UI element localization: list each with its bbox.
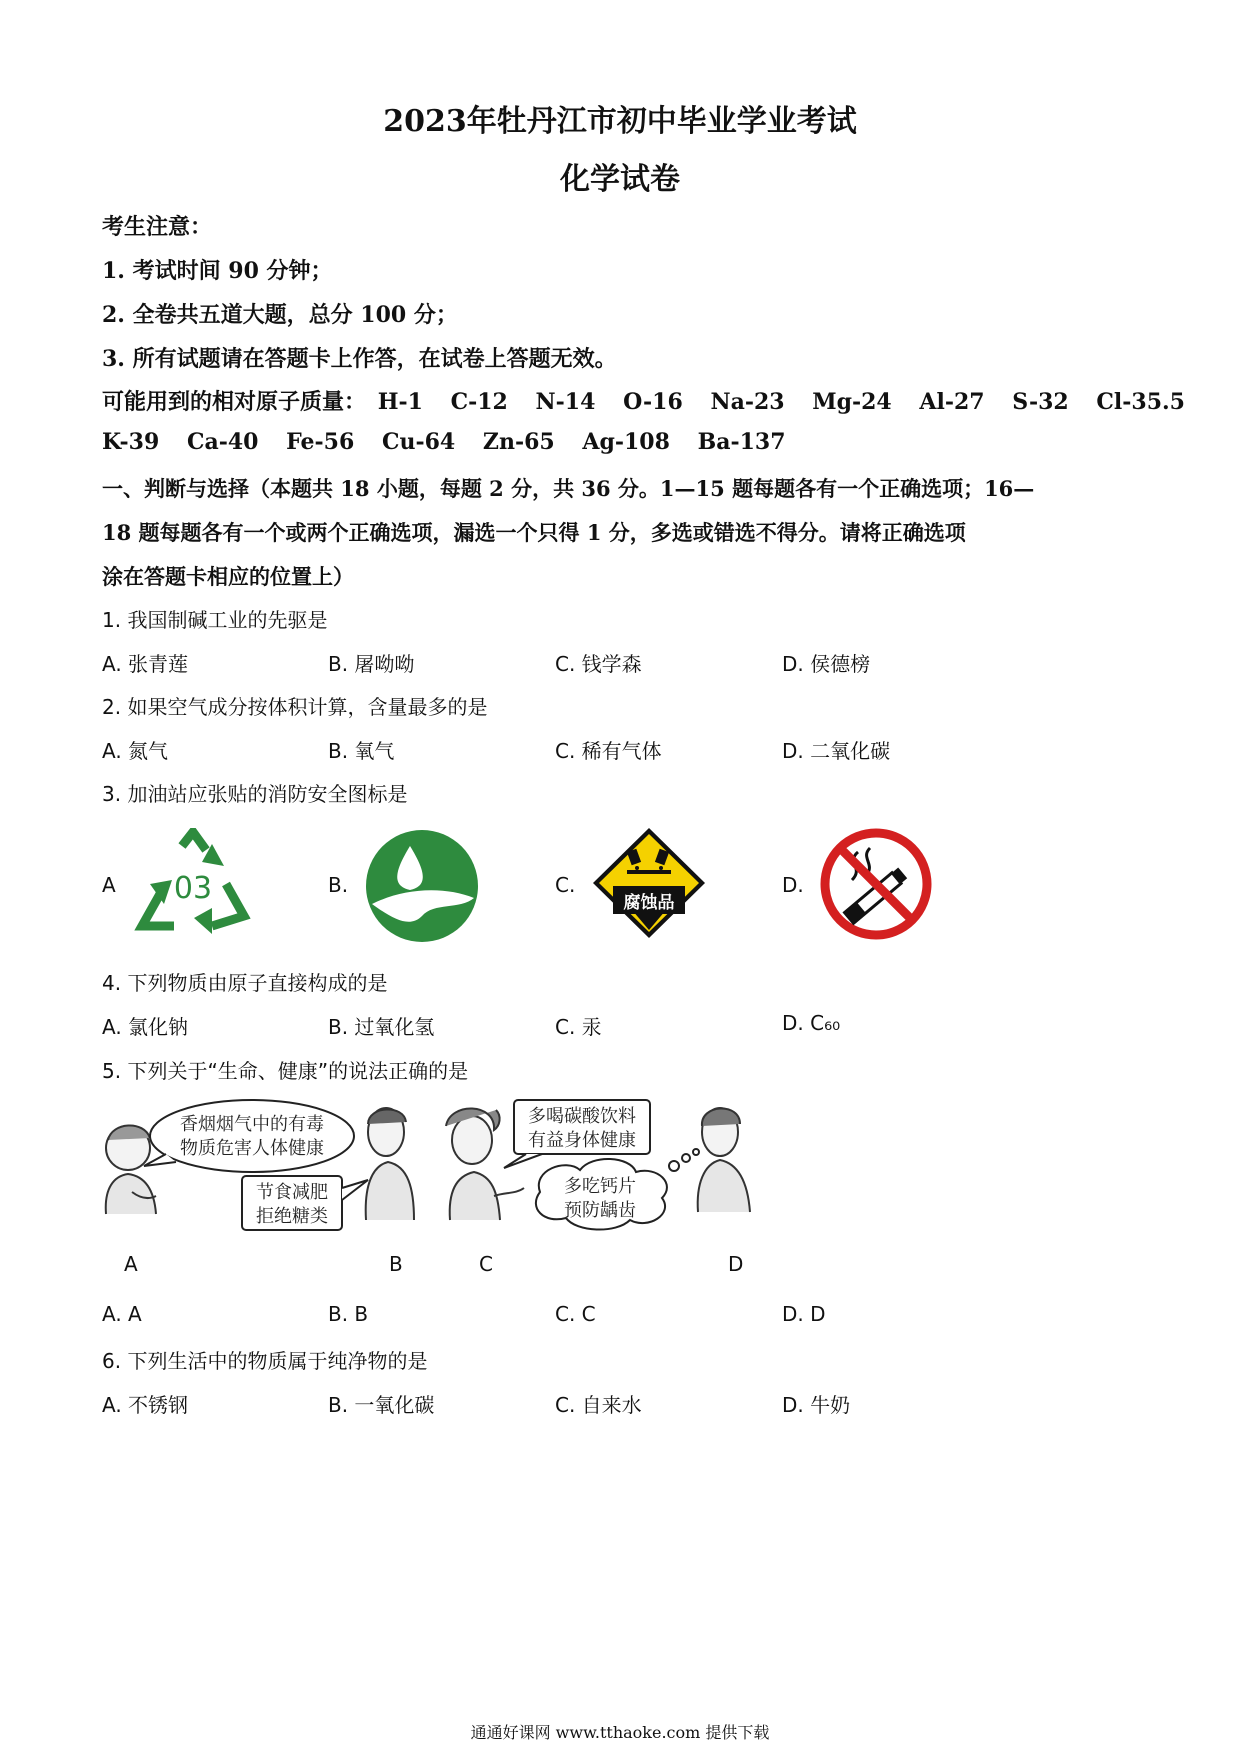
page-title: 2023年牡丹江市初中毕业学业考试 — [383, 104, 857, 139]
health-cartoon — [96, 1096, 766, 1236]
section-heading: 一、判断与选择（本题共 18 小题，每题 2 分，共 36 分。1—15 题每题各有一个正确选项；16— — [102, 476, 1035, 501]
option-a: A. 不锈钢 — [102, 1393, 189, 1417]
question-stem: 4. 下列物质由原子直接构成的是 — [102, 971, 388, 995]
speech-bubble-c — [504, 1100, 650, 1168]
atomic-mass: Cu-64 — [381, 429, 456, 455]
atomic-mass-line — [102, 429, 806, 455]
atomic-mass: K-39 — [102, 429, 160, 455]
svg-text:物质危害人体健康: 物质危害人体健康 — [180, 1138, 324, 1159]
option-a: A — [102, 873, 116, 897]
option-a: A. A — [102, 1302, 142, 1326]
option-c: C. — [555, 873, 576, 897]
option-d: D. D — [782, 1302, 826, 1326]
person-b-figure — [366, 1108, 414, 1220]
atomic-mass: H-1 — [377, 389, 423, 415]
recycle-icon-number: 03 — [173, 871, 213, 906]
option-a: A. 氯化钠 — [102, 1015, 189, 1039]
option-c: C. 钱学森 — [555, 652, 642, 676]
option-c: C. 稀有气体 — [555, 739, 662, 763]
atomic-mass: Mg-24 — [812, 389, 892, 415]
option-a: A. 张青莲 — [102, 652, 189, 676]
speech-bubble-a — [144, 1100, 354, 1172]
atomic-mass: Al-27 — [919, 389, 985, 415]
no-smoking-icon — [818, 826, 934, 942]
option-b: B. 氧气 — [328, 739, 395, 763]
water-saving-icon — [364, 828, 480, 944]
question-stem: 1. 我国制碱工业的先驱是 — [102, 608, 328, 632]
question-stem: 5. 下列关于“生命、健康”的说法正确的是 — [102, 1059, 469, 1083]
atomic-mass: Ag-108 — [582, 429, 670, 455]
atomic-mass: Zn-65 — [482, 429, 555, 455]
notice-heading: 考生注意： — [102, 214, 213, 240]
atomic-mass: S-32 — [1012, 389, 1069, 415]
page-subtitle: 化学试卷 — [560, 162, 680, 197]
svg-text:预防龋齿: 预防龋齿 — [564, 1200, 636, 1221]
person-d-figure — [698, 1108, 750, 1212]
notice-item: 1. 考试时间 90 分钟； — [102, 258, 333, 284]
question-stem: 6. 下列生活中的物质属于纯净物的是 — [102, 1349, 428, 1373]
recycle-icon — [134, 828, 252, 938]
cartoon-caption-d: D — [728, 1252, 744, 1276]
atomic-mass-line — [102, 385, 1185, 416]
option-b: B. B — [328, 1302, 369, 1326]
notice-item: 2. 全卷共五道大题，总分 100 分； — [102, 302, 458, 328]
notice-item: 3. 所有试题请在答题卡上作答，在试卷上答题无效。 — [102, 346, 617, 372]
option-b: B. — [328, 873, 349, 897]
option-d: D. 二氧化碳 — [782, 739, 891, 763]
atomic-mass: C-12 — [450, 389, 508, 415]
section-heading: 18 题每题各有一个或两个正确选项，漏选一个只得 1 分，多选或错选不得分。请将正确选项 — [102, 520, 966, 545]
atomic-mass: Na-23 — [710, 389, 785, 415]
atomic-mass-label: 可能用到的相对原子质量： — [102, 389, 367, 415]
option-b: B. 屠呦呦 — [328, 652, 415, 676]
svg-text:有益身体健康: 有益身体健康 — [528, 1130, 636, 1151]
footer-text: 通通好课网 www.tthaoke.com 提供下载 — [470, 1723, 770, 1742]
svg-text:拒绝糖类: 拒绝糖类 — [256, 1206, 328, 1227]
option-c: C. 自来水 — [555, 1393, 642, 1417]
cartoon-caption-c: C — [479, 1252, 493, 1276]
option-c: C. C — [555, 1302, 596, 1326]
option-b: B. 过氧化氢 — [328, 1015, 435, 1039]
option-b: B. 一氧化碳 — [328, 1393, 435, 1417]
atomic-mass: Ca-40 — [186, 429, 259, 455]
atomic-mass: Ba-137 — [697, 429, 786, 455]
person-a-figure — [106, 1125, 156, 1214]
svg-text:节食减肥: 节食减肥 — [256, 1182, 328, 1203]
option-d: D. 侯德榜 — [782, 652, 871, 676]
thought-bubble-d — [536, 1149, 699, 1230]
svg-text:香烟烟气中的有毒: 香烟烟气中的有毒 — [180, 1114, 324, 1135]
atomic-mass: O-16 — [623, 389, 683, 415]
atomic-mass: Cl-35.5 — [1096, 389, 1185, 415]
svg-text:多吃钙片: 多吃钙片 — [564, 1176, 636, 1197]
section-heading: 涂在答题卡相应的位置上） — [102, 564, 354, 589]
option-d: D. 牛奶 — [782, 1393, 851, 1417]
option-d: D. C₆₀ — [782, 1011, 841, 1035]
question-stem: 2. 如果空气成分按体积计算，含量最多的是 — [102, 695, 488, 719]
cartoon-caption-b: B — [389, 1252, 403, 1276]
speech-bubble-b — [242, 1176, 368, 1230]
question-stem: 3. 加油站应张贴的消防安全图标是 — [102, 782, 408, 806]
atomic-mass: N-14 — [535, 389, 596, 415]
svg-text:多喝碳酸饮料: 多喝碳酸饮料 — [528, 1106, 636, 1127]
option-d: D. — [782, 873, 804, 897]
corrosive-icon — [591, 826, 707, 940]
atomic-mass: Fe-56 — [286, 429, 355, 455]
option-c: C. 汞 — [555, 1015, 602, 1039]
cartoon-caption-a: A — [124, 1252, 138, 1276]
option-a: A. 氮气 — [102, 739, 169, 763]
corrosive-icon-label: 腐蚀品 — [623, 893, 675, 913]
